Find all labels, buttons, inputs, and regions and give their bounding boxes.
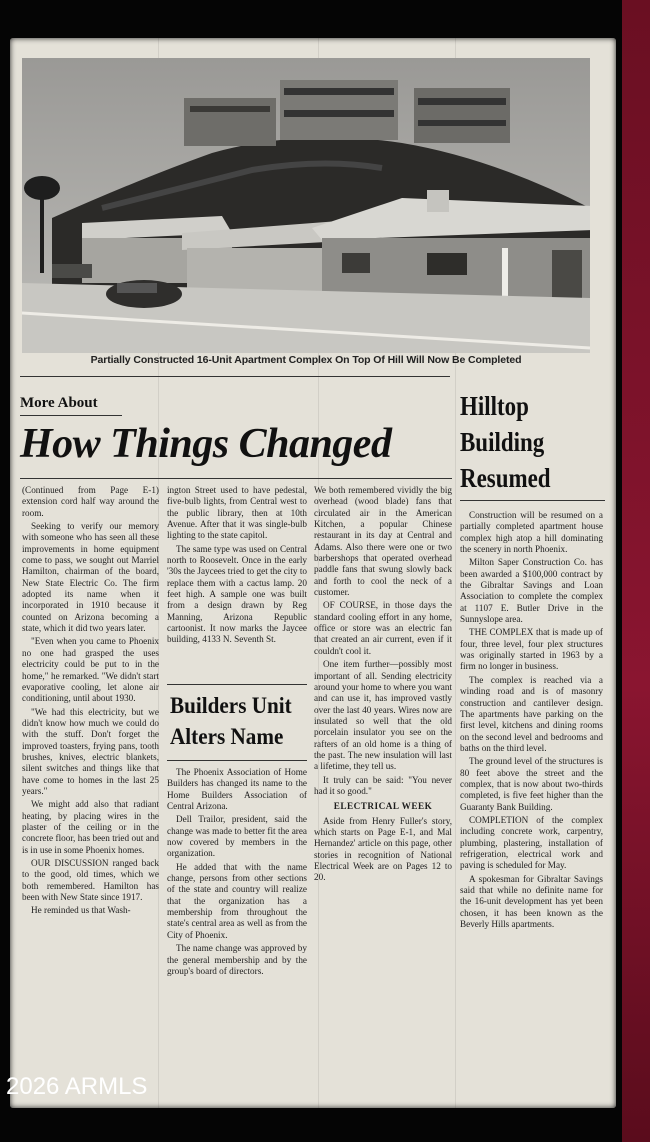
paragraph: The ground level of the structures is 80 feet above the street and the complex, that is now about two-thirds completed, is five feet higher than the Guaranty Bank Building. [460,756,603,812]
builders-column [167,767,307,979]
divider [20,415,122,416]
divider [167,760,307,761]
divider [20,376,450,377]
kicker: More About [20,395,98,411]
article-column-1 [22,485,159,919]
paragraph: THE COMPLEX that is made up of four, three level, four plex structures was originally started in 1963 by a firm no longer in business. [460,627,603,672]
paragraph: COMPLETION of the complex including concrete work, carpentry, plumbing, plastering, installation of refrigeration, electrical work and paving is scheduled for May. [460,814,603,871]
builders-headline: Builders Unit Alters Name [170,693,292,749]
paragraph: "We had this electricity, but we didn't know how much we could do with the stuff. Don't forget the improved toasters, frying pans, tooth brushes, knives, electric blankets, silent switches and things like that have come to homes in the last 25 years." [22,706,159,796]
paragraph: He reminded us that Wash- [31,905,131,916]
red-edge-bar [622,0,650,1142]
divider [167,684,307,685]
paragraph: Milton Saper Construction Co. has been awarded a $100,000 contract by the Gibraltar Savings and Loan Association to complete the complex at 1107 E. Butler Drive in the Sunnyslope area. [460,557,603,625]
paragraph: (Continued from Page E-1) extension cord half way around the room. [22,485,159,518]
hilltop-headline: Hilltop Building Resumed [460,391,551,493]
paragraph: A spokesman for Gibraltar Savings said that while no definite name for the 16-unit development has yet been chosen, it has been known as the Beverly Hills apartments. [460,873,603,930]
paragraph: OF COURSE, in those days the standard cooling effort in any home, office or store was an electric fan that created an air current, even if it couldn't cool it. [314,600,452,656]
paragraph: It truly can be said: "You never had it so good." [314,774,452,796]
photo-caption: Partially Constructed 16-Unit Apartment Complex On Top Of Hill Will Now Be Completed [90,354,522,366]
paragraph: Construction will be resumed on a partially completed apartment house complex high atop a hill dominating the scenery in north Phoenix. [460,510,603,555]
article-headline: How Things Changed [20,421,392,467]
paragraph: One item further—possibly most important of all. Sending electricity around your home to where you want and can use it, has improved vastly over the last 40 years. Wires now are insulated so well that the old porcelain insulator you see on the rafters of an old home is a thing of the past. The new insulation will last a lifetime, they tell us. [314,659,452,772]
paragraph: The Phoenix Association of Home Builders has changed its name to the Home Builders Association of Central Arizona. [167,767,307,812]
paragraph: The same type was used on Central north to Roosevelt. Once in the early '30s the Jaycees tried to get the city to replace them with a cactus lamp. 20 feet high. A sample one was built from a design drawn by Reg Manning, Arizona Republic cartoonist. It now marks the Jaycee building, 4133 N. Seventh St. [167,543,307,645]
divider [460,500,605,501]
paragraph: OUR DISCUSSION ranged back to the good, old times, which we both remembered. Hamilton has been with New State since 1917. [22,858,159,903]
paragraph: Seeking to verify our memory with someone who has seen all these improvements in home equipment come to pass, we sought out Marriel Hamilton, chairman of the board, New State Electric Co. The firm adopted its name when it incorporated in 1910 because it counted on Arizona becoming a state, which it did two years later. [22,521,159,634]
paragraph: We both remembered vividly the big overhead (wood blade) fans that circulated air in the American Kitchen, a popular Chinese restaurant in its day at Central and Adams. Also there were one or two barbershops that operated overhead paddle fans that swung slowly back and forth to cool the neck of a customer. [314,485,452,598]
paragraph: Aside from Henry Fuller's story, which starts on Page E-1, and Mal Hernandez' article on this page, other stories in recognition of National Electrical Week are on Pages 12 to 20. [314,815,452,883]
divider [20,478,452,479]
paragraph: We might add also that radiant heating, by placing wires in the plaster of the ceiling or in the concrete floor, has been tried out and is in use in some Phoenix homes. [22,799,159,855]
article-column-2 [167,485,307,648]
paragraph: The complex is reached via a winding road and is of masonry construction and cantilever design. The apartments have parking on the first level, kitchens and dining rooms on the second level and bedrooms and baths on the third level. [460,674,603,753]
paragraph: Dell Trailor, president, said the change was made to better fit the area now covered by members in the organization. [167,814,307,859]
paragraph: ington Street used to have pedestal, five-bulb lights, from Central west to the public library, then at 10th Avenue. After that it was single-bulb lighting to the state capitol. [167,485,307,541]
news-photo [22,58,590,353]
copyright-watermark: 2026 ARMLS [6,1073,148,1100]
electrical-week-subhead: ELECTRICAL WEEK [333,801,433,812]
article-column-3 [314,485,452,886]
paragraph: The name change was approved by the general membership and by the group's board of directors. [167,943,307,976]
paragraph: "Even when you came to Phoenix no one had grasped the uses electricity could be put to in the home," he remarked. "We didn't start evaporative cooling, let alone air conditioning, until about 1930. [22,636,159,704]
paragraph: He added that with the name change, persons from other sections of the state and country will realize that the organization has a membership from throughout the state's central area as well as from the City of Phoenix. [167,861,307,940]
hilltop-column [460,510,603,932]
